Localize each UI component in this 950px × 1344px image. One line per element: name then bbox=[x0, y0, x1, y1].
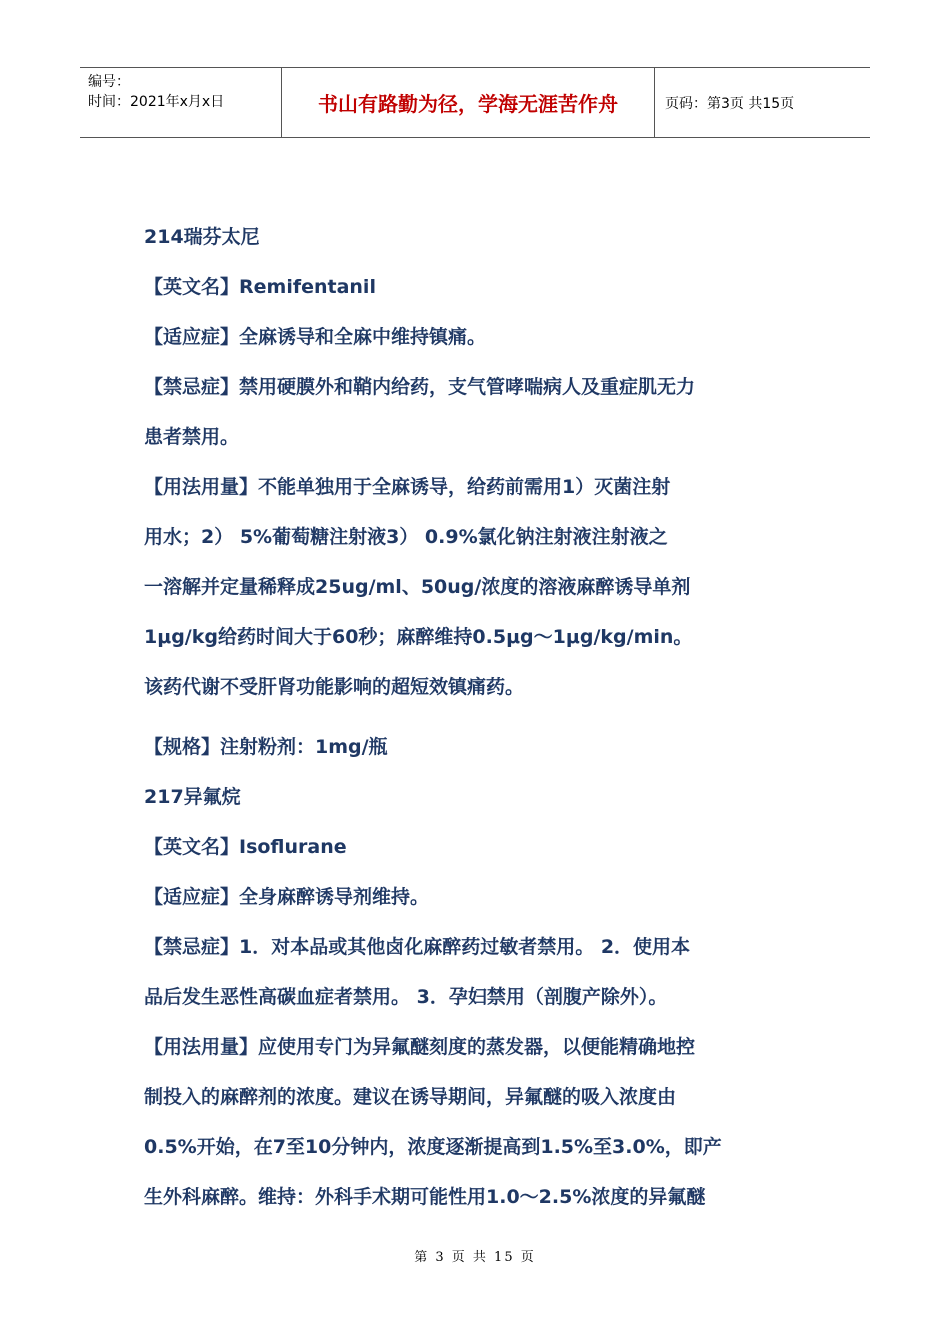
drug-title-isoflurane: 217异氟烷 bbox=[144, 786, 241, 808]
dosage-line: 【用法用量】不能单独用于全麻诱导，给药前需用1）灭菌注射 bbox=[144, 476, 671, 498]
specification-line: 【规格】注射粉剂：1mg/瓶 bbox=[144, 736, 388, 758]
contraindication-line: 【禁忌症】禁用硬膜外和鞘内给药，支气管哮喘病人及重症肌无力 bbox=[144, 376, 696, 398]
document-body bbox=[144, 212, 814, 1222]
dosage-line: 一溶解并定量稀释成25ug/ml、50ug/浓度的溶液麻醉诱导单剂 bbox=[144, 576, 691, 598]
document-time-label: 时间：2021年x月x日 bbox=[88, 94, 225, 110]
indication-line: 【适应症】全麻诱导和全麻中维持镇痛。 bbox=[144, 326, 487, 348]
contraindication-line: 【禁忌症】1．对本品或其他卤化麻醉药过敏者禁用。 2．使用本 bbox=[144, 936, 691, 958]
english-name-line: 【英文名】Remifentanil bbox=[144, 276, 376, 298]
header-motto: 书山有路勤为径，学海无涯苦作舟 bbox=[282, 68, 655, 137]
drug-title-remifentanil: 214瑞芬太尼 bbox=[144, 226, 260, 248]
page-header bbox=[80, 67, 870, 138]
contraindication-line-cont: 品后发生恶性高碳血症者禁用。 3．孕妇禁用（剖腹产除外）。 bbox=[144, 986, 668, 1008]
document-number-label: 编号： bbox=[88, 74, 130, 90]
indication-line: 【适应症】全身麻醉诱导剂维持。 bbox=[144, 886, 430, 908]
contraindication-line-cont: 患者禁用。 bbox=[144, 426, 240, 448]
page-footer: 第 3 页 共 15 页 bbox=[414, 1250, 536, 1265]
english-name-line: 【英文名】Isoflurane bbox=[144, 836, 347, 858]
dosage-line: 该药代谢不受肝肾功能影响的超短效镇痛药。 bbox=[144, 676, 525, 698]
header-meta bbox=[80, 68, 282, 137]
dosage-line: 用水；2） 5%葡萄糖注射液3） 0.9%氯化钠注射液注射液之 bbox=[144, 526, 668, 548]
spacer bbox=[144, 712, 814, 722]
dosage-line: 【用法用量】应使用专门为异氟醚刻度的蒸发器，以便能精确地控 bbox=[144, 1036, 696, 1058]
dosage-line: 生外科麻醉。维持：外科手术期可能性用1.0～2.5%浓度的异氟醚 bbox=[144, 1186, 706, 1208]
dosage-line: 1μg/kg给药时间大于60秒；麻醉维持0.5μg～1μg/kg/min。 bbox=[144, 626, 693, 648]
dosage-line: 制投入的麻醉剂的浓度。建议在诱导期间，异氟醚的吸入浓度由 bbox=[144, 1086, 677, 1108]
header-page-label: 页码：第3页 共15页 bbox=[665, 95, 795, 112]
dosage-line: 0.5%开始，在7至10分钟内，浓度逐渐提高到1.5%至3.0%，即产 bbox=[144, 1136, 722, 1158]
